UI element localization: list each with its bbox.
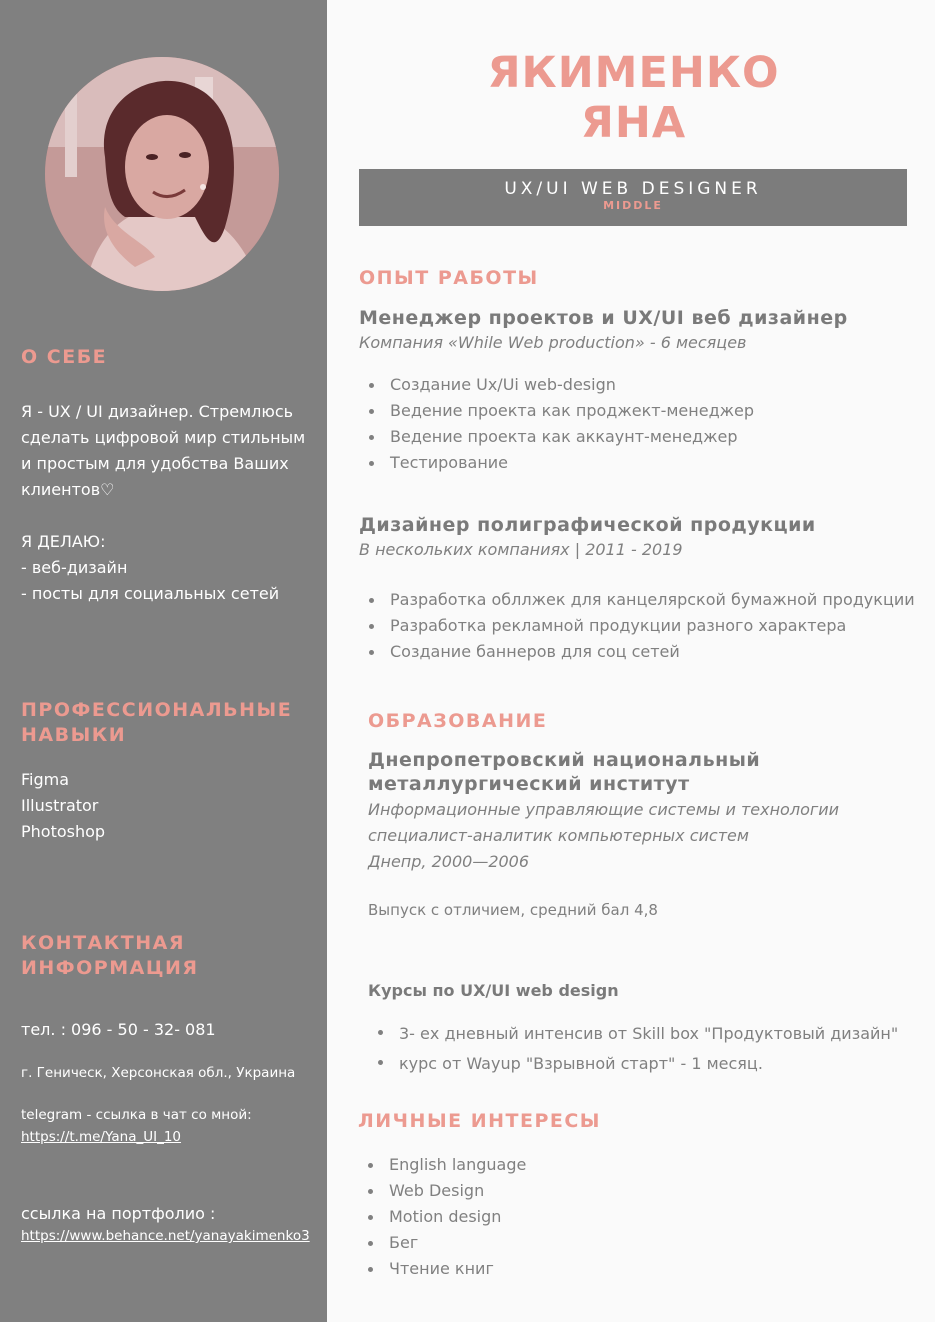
skills-heading-line: НАВЫКИ [21, 724, 127, 746]
contact-heading [21, 931, 199, 981]
telegram-label: telegram - ссылка в чат со мной: [21, 1107, 252, 1123]
education-heading: ОБРАЗОВАНИЕ [368, 710, 548, 732]
skill-item: Illustrator [21, 796, 99, 815]
role-banner [359, 169, 907, 226]
full-name [400, 48, 867, 148]
list-item: Разработка обллжек для канцелярской бумажной продукции [359, 587, 915, 613]
about-text [21, 399, 305, 503]
experience-heading: ОПЫТ РАБОТЫ [359, 267, 539, 289]
about-line: клиентов♡ [21, 480, 115, 499]
about-heading: О СЕБЕ [21, 346, 108, 368]
doing-block [21, 529, 279, 607]
list-item: Бег [358, 1230, 526, 1256]
skills-list [21, 767, 105, 845]
contact-location: г. Геническ, Херсонская обл., Украина [21, 1065, 296, 1081]
school-name [368, 748, 760, 796]
telegram-link[interactable]: https://t.me/Yana_UI_10 [21, 1129, 182, 1145]
role-title: UX/UI WEB DESIGNER [504, 179, 762, 199]
courses-list [368, 1019, 898, 1079]
list-item: Ведение проекта как аккаунт-менеджер [359, 424, 754, 450]
contact-heading-line: ИНФОРМАЦИЯ [21, 957, 199, 979]
about-line: сделать цифровой мир стильным [21, 428, 306, 447]
about-line: и простым для удобства Ваших [21, 454, 289, 473]
education-detail: Днепр, 2000—2006 [368, 852, 530, 871]
role-level: MIDDLE [603, 199, 663, 212]
sidebar [0, 0, 327, 1322]
courses-title: Курсы по UX/UI web design [368, 981, 619, 1000]
list-item: 3- ех дневный интенсив от Skill box "Продуктовый дизайн" [368, 1019, 898, 1049]
about-line: Я - UX / UI дизайнер. Стремлюсь [21, 402, 294, 421]
job-title: Дизайнер полиграфической продукции [359, 514, 816, 536]
skills-heading [21, 698, 292, 748]
education-note: Выпуск с отличием, средний бал 4,8 [368, 901, 658, 919]
doing-item: - веб-дизайн [21, 558, 128, 577]
education-details [368, 797, 839, 875]
profile-photo [45, 57, 279, 291]
list-item: Создание баннеров для соц сетей [359, 639, 915, 665]
first-name: ЯНА [580, 98, 687, 148]
education-detail: специалист-аналитик компьютерных систем [368, 826, 749, 845]
job-subtitle: В нескольких компаниях | 2011 - 2019 [359, 540, 683, 559]
skill-item: Figma [21, 770, 70, 789]
list-item: Разработка рекламной продукции разного характера [359, 613, 915, 639]
doing-item: - посты для социальных сетей [21, 584, 280, 603]
job-duties-list [359, 372, 754, 476]
school-name-line: Днепропетровский национальный [368, 749, 761, 771]
interests-list [358, 1152, 526, 1282]
portfolio-label: ссылка на портфолио : [21, 1204, 216, 1223]
list-item: Web Design [358, 1178, 526, 1204]
contact-phone: тел. : 096 - 50 - 32- 081 [21, 1020, 216, 1039]
job-subtitle: Компания «While Web production» - 6 месяцев [359, 333, 747, 352]
list-item: Motion design [358, 1204, 526, 1230]
list-item: Чтение книг [358, 1256, 526, 1282]
job-title: Менеджер проектов и UX/UI веб дизайнер [359, 307, 848, 329]
school-name-line: металлургический институт [368, 773, 690, 795]
list-item: Ведение проекта как проджект-менеджер [359, 398, 754, 424]
skill-item: Photoshop [21, 822, 106, 841]
last-name: ЯКИМЕНКО [487, 48, 780, 98]
list-item: курс от Wayup "Взрывной старт" - 1 месяц. [368, 1049, 898, 1079]
skills-heading-line: ПРОФЕССИОНАЛЬНЫЕ [21, 699, 293, 721]
interests-heading: ЛИЧНЫЕ ИНТЕРЕСЫ [358, 1110, 601, 1132]
job-duties-list [359, 587, 915, 665]
list-item: Тестирование [359, 450, 754, 476]
doing-heading: Я ДЕЛАЮ: [21, 532, 106, 551]
list-item: Создание Ux/Ui web-design [359, 372, 754, 398]
contact-heading-line: КОНТАКТНАЯ [21, 932, 185, 954]
portfolio-link[interactable]: https://www.behance.net/yanayakimenko3 [21, 1228, 310, 1244]
list-item: English language [358, 1152, 526, 1178]
profile-photo-image [45, 57, 279, 291]
education-detail: Информационные управляющие системы и технологии [368, 800, 840, 819]
